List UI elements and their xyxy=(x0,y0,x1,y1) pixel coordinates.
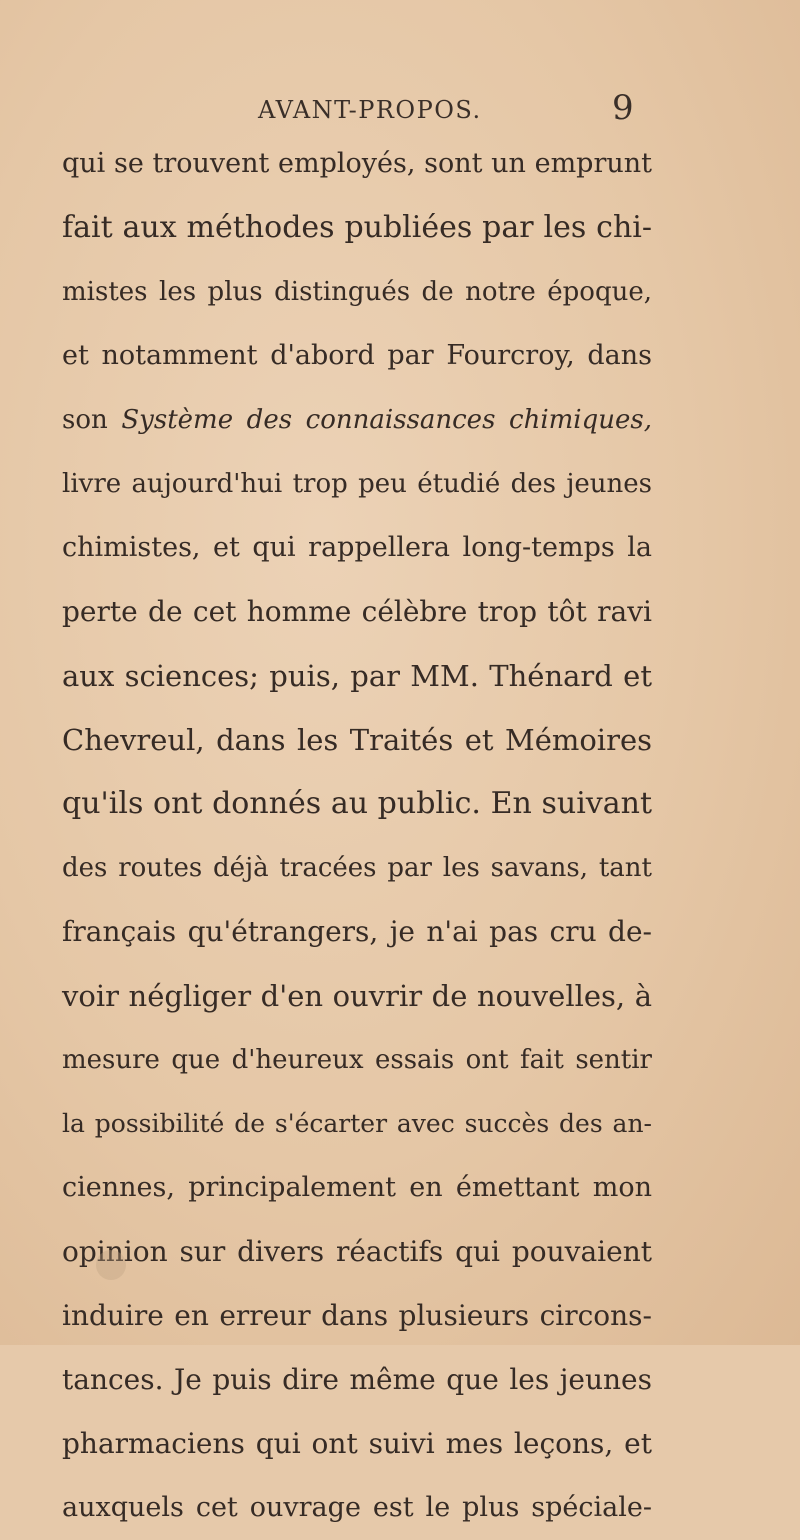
page-header xyxy=(0,88,800,128)
text-line: livre aujourd'hui trop peu étudié des jeunes xyxy=(62,469,652,499)
book-title: Système des connaissances chimiques, xyxy=(121,405,652,435)
text-line: pharmaciens qui ont suivi mes leçons, et xyxy=(62,1427,652,1460)
text-line: opinion sur divers réactifs qui pouvaient xyxy=(62,1235,652,1268)
page-number: 9 xyxy=(612,88,634,128)
text-line: perte de cet homme célèbre trop tôt ravi xyxy=(62,595,652,628)
text-line-start: son xyxy=(62,405,122,435)
text-line: qui se trouvent employés, sont un emprunt xyxy=(62,148,652,179)
text-line: et notamment d'abord par Fourcroy, dans xyxy=(62,340,652,371)
text-line: Chevreul, dans les Traités et Mémoires xyxy=(62,723,652,757)
text-line: chimistes, et qui rappellera long-temps la xyxy=(62,532,652,563)
text-line: aux sciences; puis, par MM. Thénard et xyxy=(62,659,652,693)
text-line xyxy=(62,388,652,452)
text-line: fait aux méthodes publiées par les chi- xyxy=(62,210,652,245)
text-line: voir négliger d'en ouvrir de nouvelles, à xyxy=(62,979,652,1013)
body-text xyxy=(62,132,652,1540)
paper-stain xyxy=(96,1250,126,1280)
text-line: mistes les plus distingués de notre époque, xyxy=(62,277,652,307)
text-line: tances. Je puis dire même que les jeunes xyxy=(62,1363,652,1396)
running-head: AVANT-PROPOS. xyxy=(258,96,482,124)
text-line: des routes déjà tracées par les savans, tant xyxy=(62,853,652,883)
text-line: qu'ils ont donnés au public. En suivant xyxy=(62,786,652,821)
text-line: français qu'étrangers, je n'ai pas cru de- xyxy=(62,915,652,948)
text-line: ciennes, principalement en émettant mon xyxy=(62,1172,652,1203)
text-line: mesure que d'heureux essais ont fait sentir xyxy=(62,1045,652,1075)
text-line: la possibilité de s'écarter avec succès des an- xyxy=(62,1109,652,1138)
text-line: induire en erreur dans plusieurs circons- xyxy=(62,1299,652,1332)
text-line: auxquels cet ouvrage est le plus spéciale- xyxy=(62,1492,652,1523)
